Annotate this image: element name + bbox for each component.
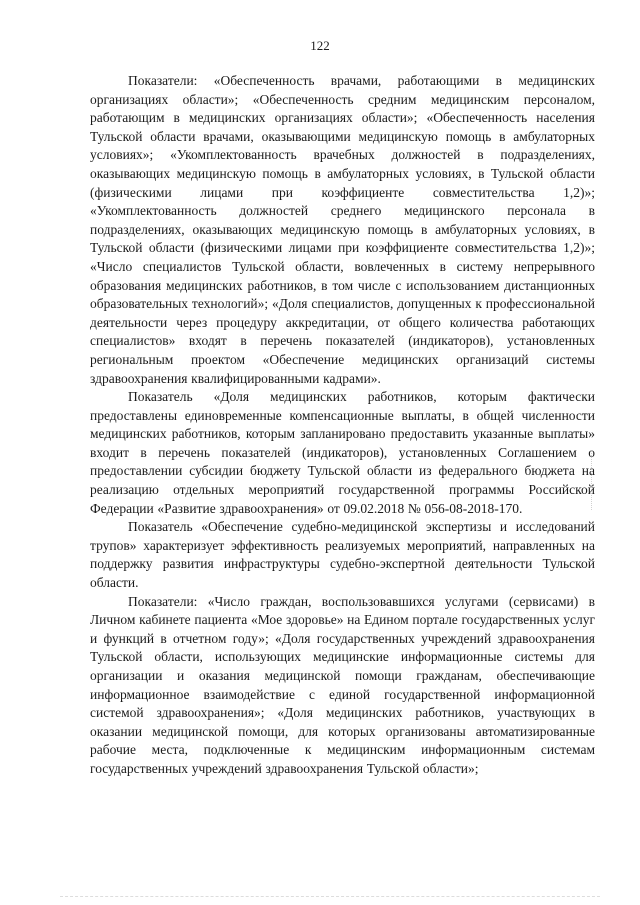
page-number: 122: [310, 38, 330, 53]
paragraph-forensic-expertise: Показатель «Обеспечение судебно-медицинской экспертизы и исследований трупов» характеризует эффективность реализуемых мероприятий, направленных на поддержку развития инфраструктуры судебно-экспертной деятельности Тульской области.: [90, 519, 595, 591]
document-body: [90, 72, 595, 779]
paragraph-digital-health: Показатели: «Число граждан, воспользовавшихся услугами (сервисами) в Личном кабинете пациента «Мое здоровье» на Едином портале государственных услуг и функций в отчетном году»; «Доля государственных учреждений здравоохранения Тульской области, использующих медицинские информационные системы для организации и оказания медицинской помощи гражданам, обеспечивающие информационное взаимодействие с единой государственной информационной системой здравоохранения»; «Доля медицинских работников, участвующих в оказании медицинской помощи, для которых организованы автоматизированные рабочие места, подключенные к медицинским информационным системам государственных учреждений здравоохранения Тульской области»;: [90, 593, 595, 776]
scan-artifact-edge: [60, 895, 600, 897]
scan-artifact-line: [591, 450, 592, 510]
paragraph-compensation-payments: Показатель «Доля медицинских работников, которым фактически предоставлены единовременные компенсационные выплаты, в общей численности медицинских работников, которым запланировано предоставить указанные выплаты» входит в перечень показателей (индикаторов), установленных Соглашением о предоставлении субсидии бюджету Тульской области из федерального бюджета на реализацию отдельных мероприятий государственной программы Российской Федерации «Развитие здравоохранения» от 09.02.2018 № 056-08-2018-170.: [90, 389, 595, 516]
paragraph-staffing-indicators: Показатели: «Обеспеченность врачами, работающими в медицинских организациях области»; «Обеспеченность средним медицинским персоналом, работающим в медицинских организациях области»; «Обеспеченность населения Тульской области врачами, оказывающими медицинскую помощь в амбулаторных условиях»; «Укомплектованность врачебных должностей в подразделениях, оказывающих медицинскую помощь в амбулаторных условиях, в Тульской области (физическими лицами при коэффициенте совместительства 1,2)»; «Укомплектованность должностей среднего медицинского персонала в подразделениях, оказывающих медицинскую помощь в амбулаторных условиях, в Тульской области (физическими лицами при коэффициенте совместительства 1,2)»; «Число специалистов Тульской области, вовлеченных в систему непрерывного образования медицинских работников, в том числе с использованием дистанционных образовательных технологий»; «Доля специалистов, допущенных к профессиональной деятельности через процедуру аккредитации, от общего количества работающих специалистов» входят в перечень показателей (индикаторов), установленных региональным проектом «Обеспечение медицинских организаций системы здравоохранения квалифицированными кадрами».: [90, 73, 595, 386]
